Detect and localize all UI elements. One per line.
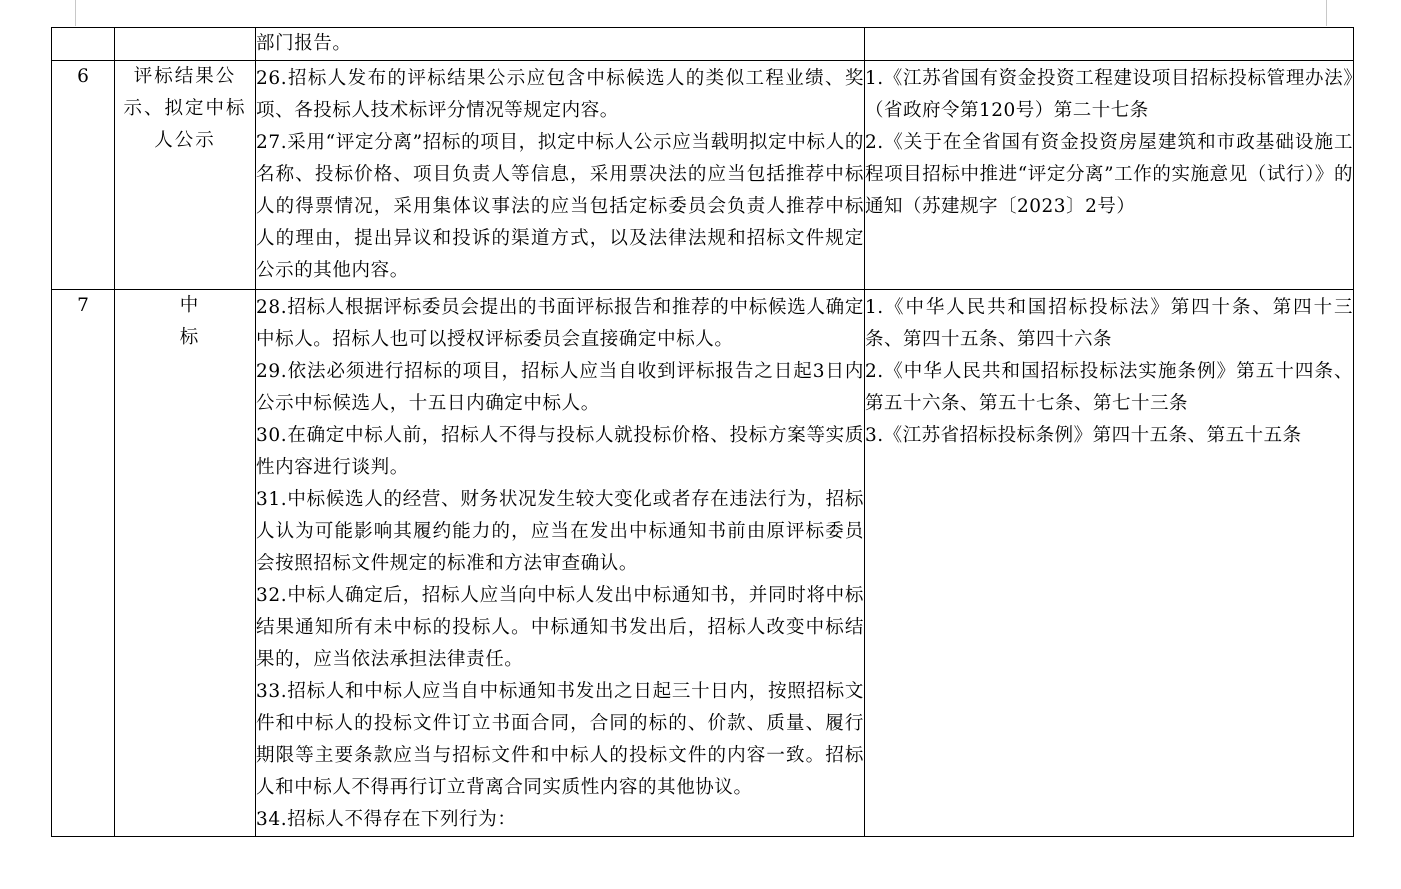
crop-mark-left — [75, 0, 76, 26]
content-paragraph: 部门报告。 — [256, 33, 352, 54]
content-paragraph: 26.招标人发布的评标结果公示应包含中标候选人的类似工程业绩、奖项、各投标人技术标评分情况等规定内容。 — [256, 68, 864, 121]
basis-item: 2.《中华人民共和国招标投标法实施条例》第五十四条、第五十六条、第五十七条、第七十三条 — [865, 361, 1353, 414]
content-paragraph: 30.在确定中标人前，招标人不得与投标人就投标价格、投标方案等实质性内容进行谈判。 — [256, 425, 864, 478]
stage-cell: 中 标 — [115, 290, 256, 837]
content-cell — [256, 290, 865, 837]
basis-cell — [865, 61, 1354, 290]
basis-item: 3.《江苏省招标投标条例》第四十五条、第五十五条 — [865, 425, 1302, 446]
content-paragraph: 27.采用“评定分离”招标的项目，拟定中标人公示应当载明拟定中标人的名称、投标价格、项目负责人等信息，采用票决法的应当包括推荐中标人的得票情况，采用集体议事法的应当包括定标委员会负责人推荐中标人的理由，提出异议和投诉的渠道方式，以及法律法规和招标文件规定公示的其他内容。 — [256, 132, 864, 281]
basis-cell — [865, 28, 1354, 61]
stage-cell — [115, 28, 256, 61]
content-paragraph: 31.中标候选人的经营、财务状况发生较大变化或者存在违法行为，招标人认为可能影响其履约能力的，应当在发出中标通知书前由原评标委员会按照招标文件规定的标准和方法审查确认。 — [256, 489, 864, 574]
basis-item: 1.《江苏省国有资金投资工程建设项目招标投标管理办法》（省政府令第120号）第二十七条 — [865, 68, 1353, 121]
crop-mark-right — [1326, 0, 1327, 26]
regulation-table — [51, 27, 1354, 837]
content-cell — [256, 28, 865, 61]
content-paragraph: 29.依法必须进行招标的项目，招标人应当自收到评标报告之日起3日内公示中标候选人，十五日内确定中标人。 — [256, 361, 864, 414]
basis-item: 2.《关于在全省国有资金投资房屋建筑和市政基础设施工程项目招标中推进“评定分离”工作的实施意见（试行）》的通知（苏建规字〔2023〕2号） — [865, 132, 1353, 217]
table-row — [52, 61, 1354, 290]
content-paragraph: 32.中标人确定后，招标人应当向中标人发出中标通知书，并同时将中标结果通知所有未中标的投标人。中标通知书发出后，招标人改变中标结果的，应当依法承担法律责任。 — [256, 585, 864, 670]
stage-cell: 评标结果公示、拟定中标人公示 — [115, 61, 256, 290]
content-paragraph: 34.招标人不得存在下列行为： — [256, 809, 517, 830]
row-number — [52, 28, 115, 61]
basis-item: 1.《中华人民共和国招标投标法》第四十条、第四十三条、第四十五条、第四十六条 — [865, 297, 1353, 350]
content-cell — [256, 61, 865, 290]
row-number: 7 — [52, 290, 115, 837]
content-paragraph: 33.招标人和中标人应当自中标通知书发出之日起三十日内，按照招标文件和中标人的投标文件订立书面合同，合同的标的、价款、质量、履行期限等主要条款应当与招标文件和中标人的投标文件的内容一致。招标人和中标人不得再行订立背离合同实质性内容的其他协议。 — [256, 681, 864, 798]
row-number: 6 — [52, 61, 115, 290]
table-row — [52, 28, 1354, 61]
basis-cell — [865, 290, 1354, 837]
content-paragraph: 28.招标人根据评标委员会提出的书面评标报告和推荐的中标候选人确定中标人。招标人也可以授权评标委员会直接确定中标人。 — [256, 297, 864, 350]
table-row — [52, 290, 1354, 837]
